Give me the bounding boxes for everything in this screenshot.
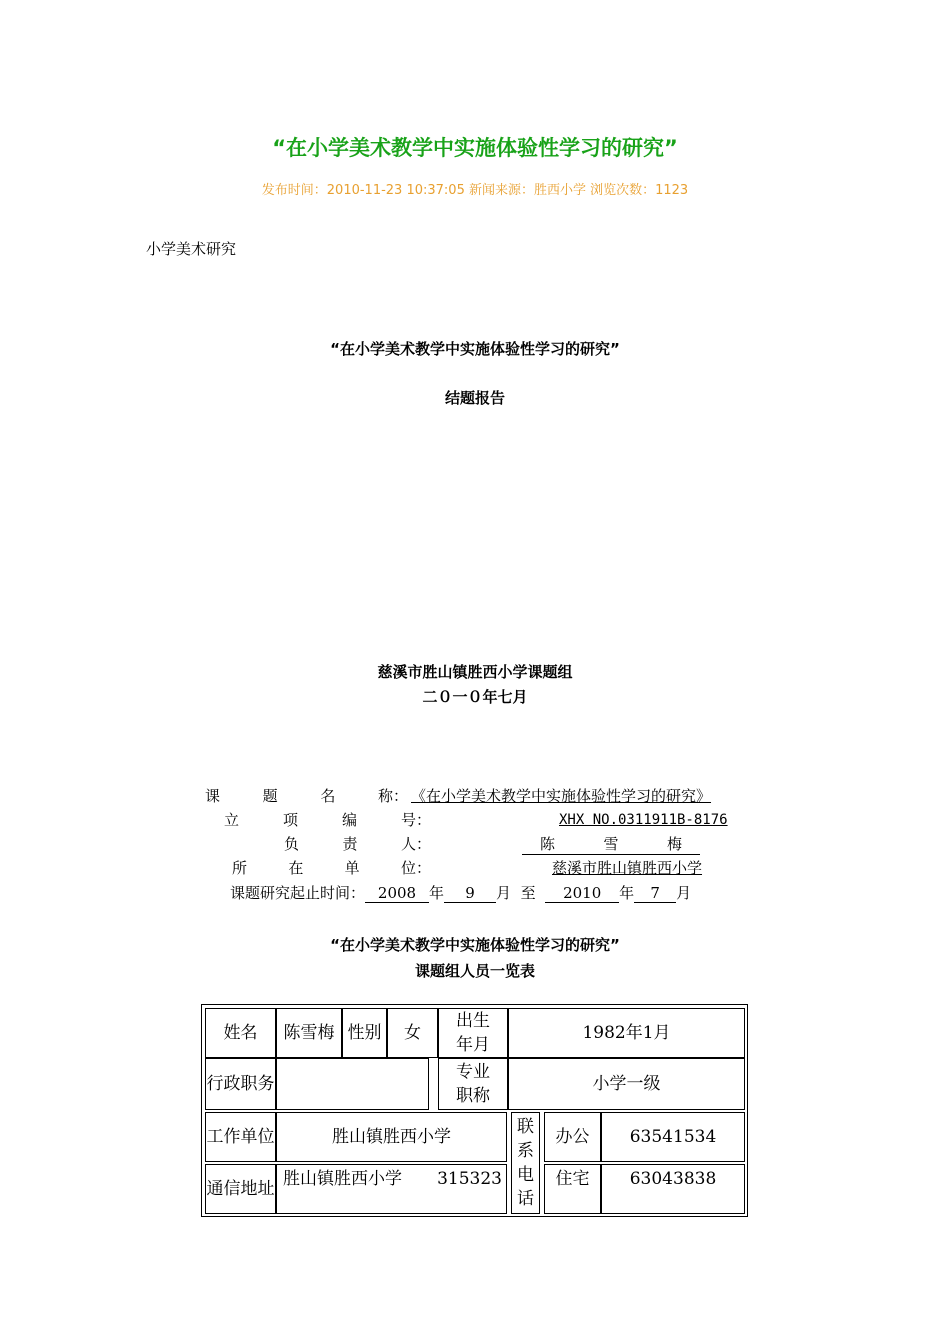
info-row-number: 立 项 编 号： XHX NO.0311911B-8176 (224, 811, 728, 829)
cell-title-label: 专业职称 (438, 1058, 508, 1110)
cell-name-label: 姓名 (205, 1008, 276, 1058)
project-leader: 陈 雪 梅 (522, 834, 700, 855)
cell-gender-value: 女 (387, 1008, 438, 1058)
report-subtitle: 结题报告 (444, 389, 505, 407)
cell-name-value: 陈雪梅 (276, 1008, 342, 1058)
end-month: 7 (634, 884, 676, 903)
cell-admin-label: 行政职务 (205, 1058, 276, 1110)
project-unit: 慈溪市胜山镇胜西小学 (552, 859, 703, 877)
start-year: 2008 (365, 884, 429, 903)
info-row-leader: 负 责 人： 陈 雪 梅 (284, 834, 704, 854)
table-subtitle: 课题组人员一览表 (414, 962, 535, 980)
cell-gender-label: 性别 (342, 1008, 387, 1058)
report-org: 慈溪市胜山镇胜西小学课题组 (377, 663, 573, 681)
postcode-text: 315323 (437, 1169, 502, 1189)
info-row-name: 课 题 名 称： 《在小学美术教学中实施体验性学习的研究》 (205, 787, 712, 805)
cell-addr-label: 通信地址 (205, 1164, 276, 1214)
cell-title-value: 小学一级 (508, 1058, 745, 1110)
cell-work-value: 胜山镇胜西小学 (276, 1112, 507, 1162)
cell-home-label: 住宅 (544, 1164, 601, 1214)
category-label: 小学美术研究 (146, 240, 237, 258)
cell-office-value: 63541534 (601, 1112, 745, 1162)
cell-birth-label: 出生年月 (438, 1008, 508, 1058)
report-date: 二０一０年七月 (422, 688, 528, 706)
cell-work-label: 工作单位 (205, 1112, 276, 1162)
cell-addr-value (276, 1164, 507, 1214)
cell-birth-value: 1982年1月 (508, 1008, 745, 1058)
cell-home-value: 63043838 (601, 1164, 745, 1214)
project-name: 《在小学美术教学中实施体验性学习的研究》 (411, 787, 712, 805)
info-row-unit: 所 在 单 位： 慈溪市胜山镇胜西小学 (232, 859, 703, 877)
table-title: “在小学美术教学中实施体验性学习的研究” (330, 936, 620, 954)
end-year: 2010 (545, 884, 619, 903)
cell-admin-value (276, 1058, 429, 1110)
page-title: “在小学美术教学中实施体验性学习的研究” (272, 136, 678, 160)
project-number: XHX NO.0311911B-8176 (559, 812, 728, 828)
address-text: 胜山镇胜西小学 (283, 1169, 402, 1189)
cell-contact-label: 联系电话 (511, 1112, 540, 1214)
cell-office-label: 办公 (544, 1112, 601, 1162)
start-month: 9 (444, 884, 496, 903)
info-row-period: 课题研究起止时间： 2008 年 9 月 至 2010 年 7 月 (230, 884, 692, 902)
article-meta: 发布时间：2010-11-23 10:37:05 新闻来源：胜西小学 浏览次数：1123 (261, 183, 689, 198)
report-title: “在小学美术教学中实施体验性学习的研究” (330, 340, 620, 358)
